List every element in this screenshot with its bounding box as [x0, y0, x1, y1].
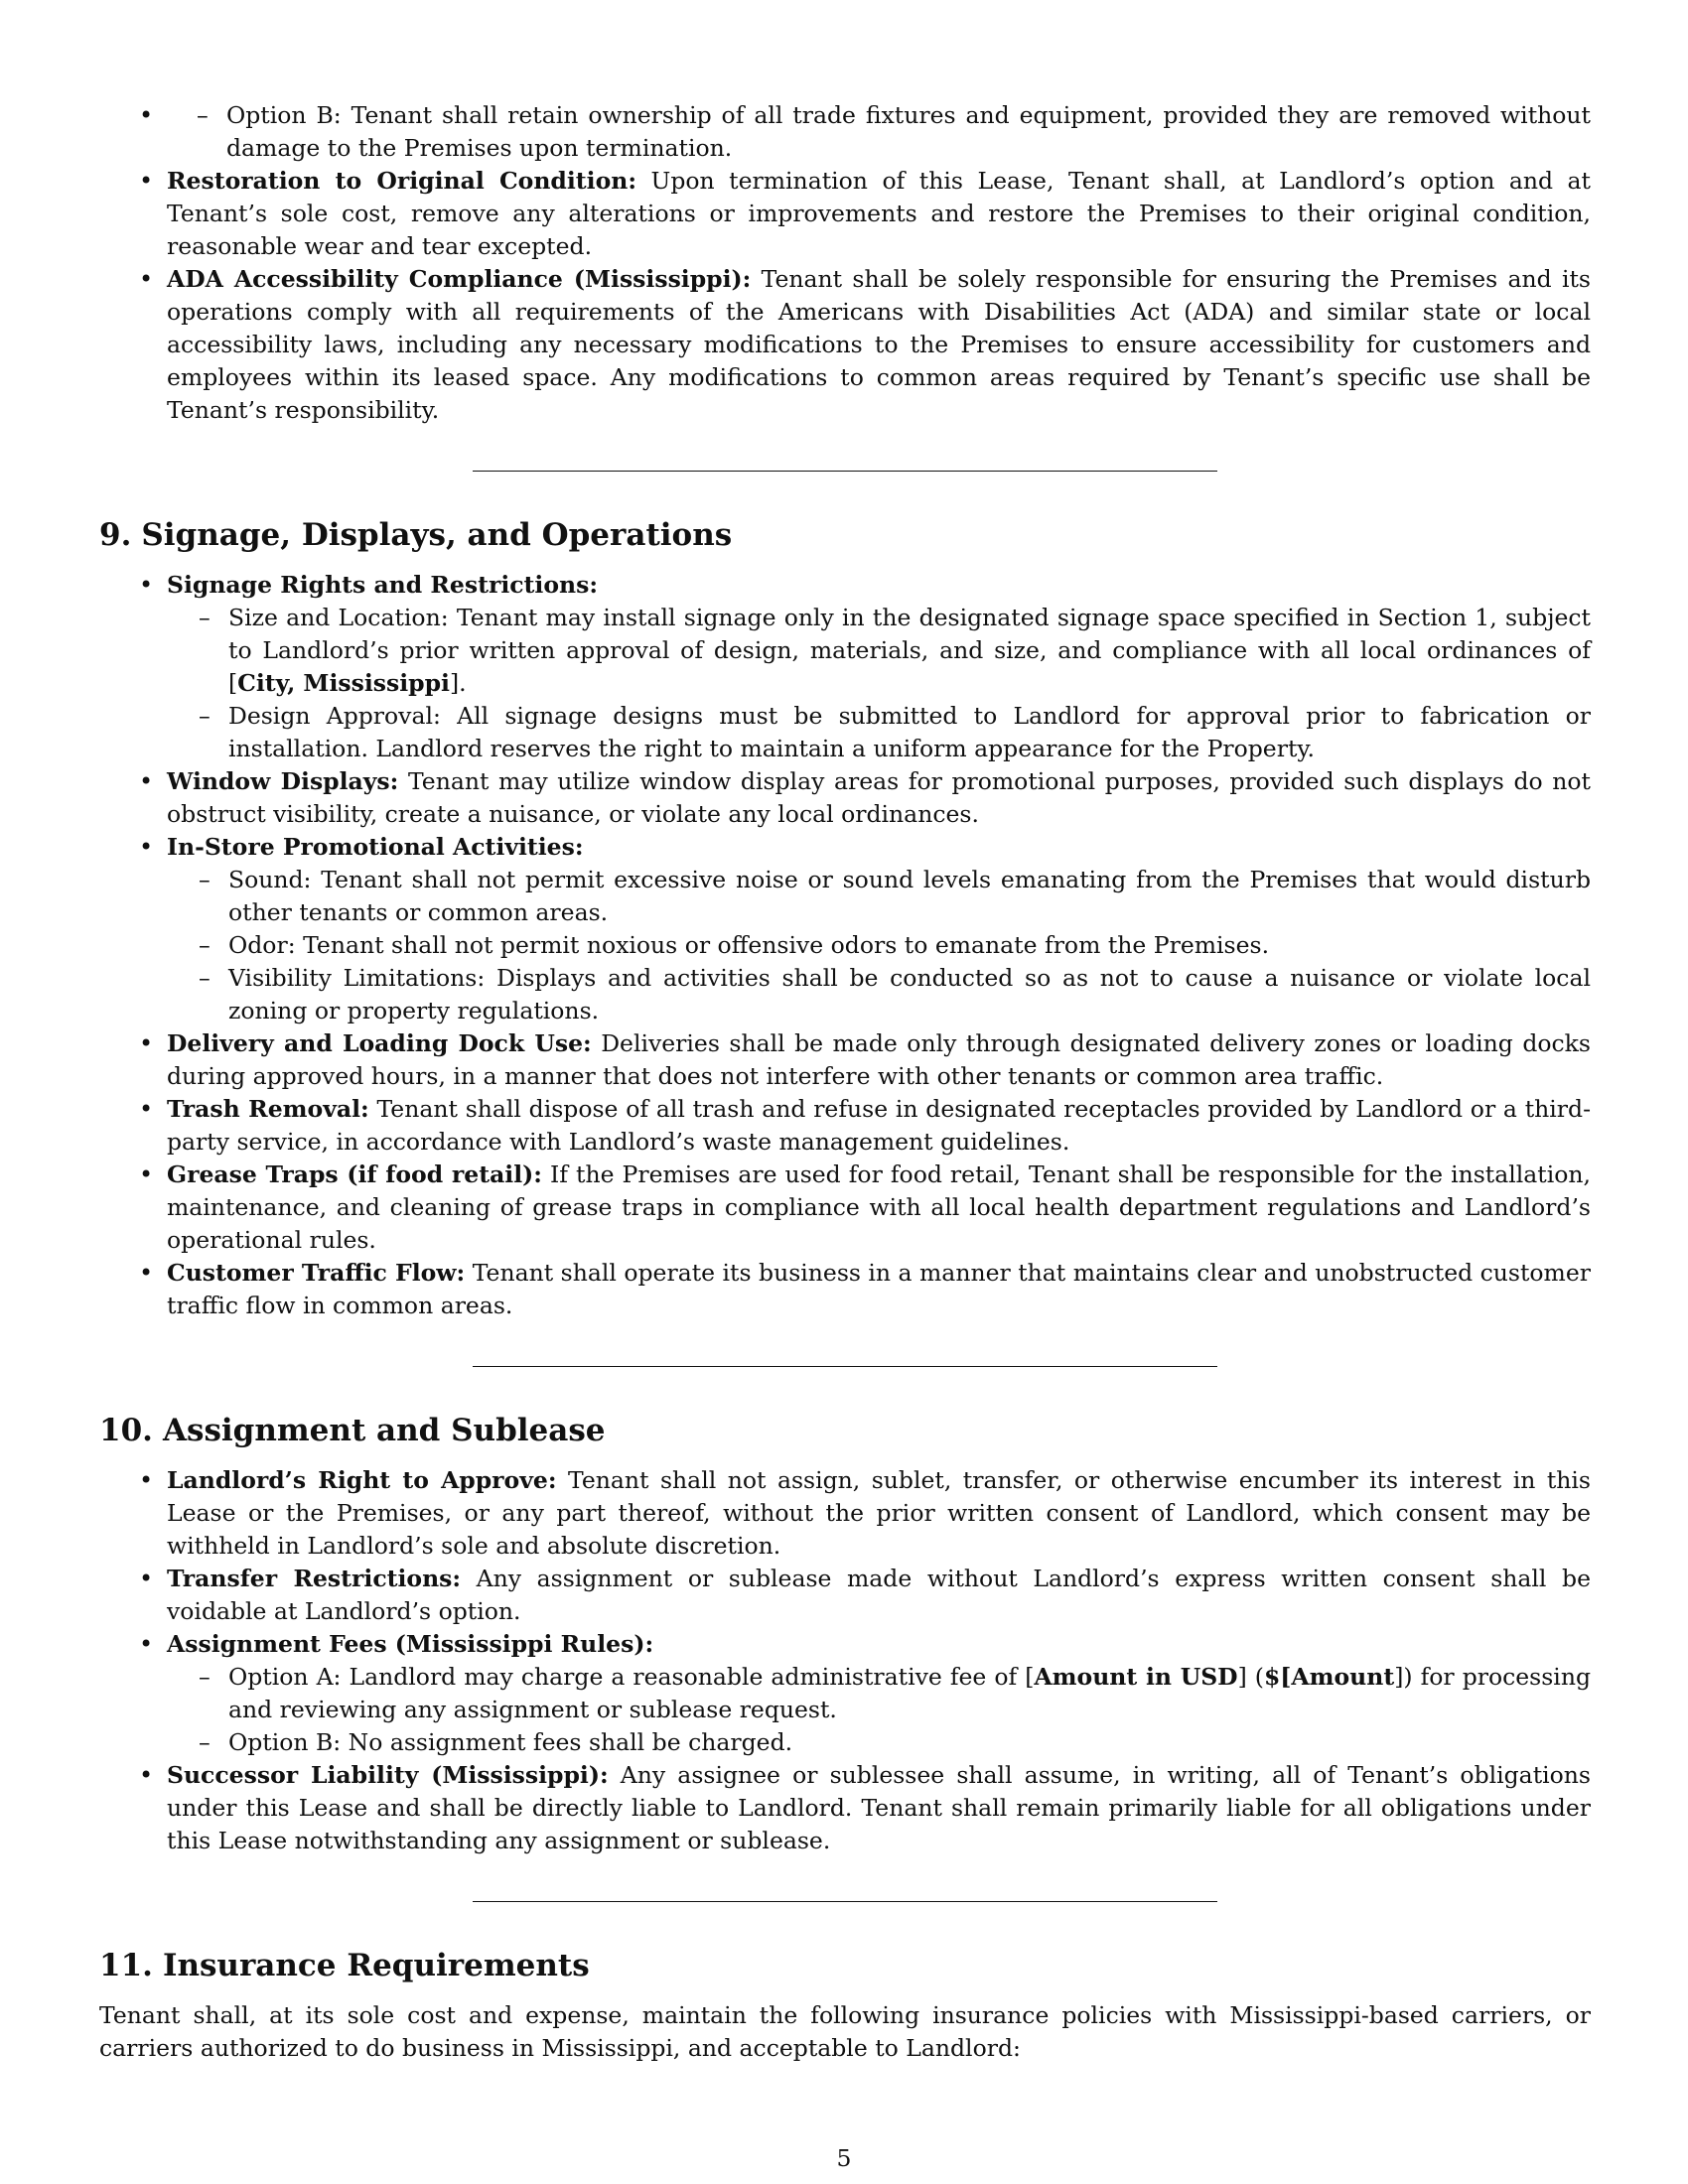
amount-usd-placeholder: Amount in USD — [1034, 1663, 1238, 1691]
amount-placeholder: $[Amount — [1263, 1663, 1395, 1691]
section-title: Assignment and Sublease — [162, 1413, 606, 1448]
fees-title: Assignment Fees (Mississippi Rules): — [167, 1630, 654, 1658]
transfer-text: Any assignment or sublease made without Landlord’s express written consent shall be voidable at Landlord’s option. — [167, 1565, 1591, 1625]
section-divider — [473, 1901, 1217, 1902]
odor-text: Odor: Tenant shall not permit noxious or offensive odors to emanate from the Premises. — [228, 931, 1270, 959]
delivery-item — [167, 1027, 1591, 1093]
trash-item — [167, 1093, 1591, 1159]
section-heading-11 — [99, 1946, 1591, 1985]
continued-list — [99, 99, 1591, 165]
option-b-fee-text: Option B: No assignment fees shall be charged. — [228, 1728, 793, 1756]
transfer-title: Transfer Restrictions: — [167, 1565, 462, 1592]
fees-item — [167, 1628, 1591, 1759]
restoration-item — [167, 165, 1591, 263]
instore-title: In-Store Promotional Activities: — [167, 833, 584, 861]
option-b-fee-item — [228, 1726, 1591, 1759]
traffic-text: Tenant shall operate its business in a manner that maintains clear and unobstructed customer traffic flow in common areas. — [167, 1259, 1591, 1319]
trash-text: Tenant shall dispose of all trash and refuse in designated receptacles provided by Landlord or a third-party service, in accordance with Landlord’s waste management guidelines. — [167, 1095, 1592, 1156]
restoration-list — [99, 165, 1591, 427]
restoration-title: Restoration to Original Condition: — [167, 167, 637, 195]
transfer-item — [167, 1563, 1591, 1628]
section-9-list — [99, 569, 1591, 1322]
continued-sublist — [99, 99, 1591, 165]
option-a-mid: ] ( — [1237, 1663, 1264, 1691]
visibility-text: Visibility Limitations: Displays and activities shall be conducted so as not to cause a nuisance or violate local zoning or property regulations. — [228, 964, 1591, 1024]
ada-text: Tenant shall be solely responsible for ensuring the Premises and its operations comply with all requirements of the Americans with Disabilities Act (ADA) and similar state or local accessibility laws, including any necessary modifications to the Premises to ensure accessibility for customers and employees within its leased space. Any modifications to common areas required by Tenant’s specific use shall be Tenant’s responsibility. — [167, 265, 1591, 424]
approve-text: Tenant shall not assign, sublet, transfer, or otherwise encumber its interest in this Lease or the Premises, or any part thereof, without the prior written consent of Landlord, which consent may be withheld in Landlord’s sole and absolute discretion. — [167, 1466, 1591, 1560]
option-a-item — [228, 1661, 1591, 1726]
ada-title: ADA Accessibility Compliance (Mississippi): — [167, 265, 752, 293]
section-title: Signage, Displays, and Operations — [141, 517, 733, 553]
fees-sublist — [167, 1661, 1591, 1759]
approve-title: Landlord’s Right to Approve: — [167, 1466, 557, 1494]
section-divider — [473, 1366, 1217, 1367]
delivery-text: Deliveries shall be made only through designated delivery zones or loading docks during approved hours, in a manner that does not interfere with other tenants or common area traffic. — [167, 1029, 1591, 1090]
document-page — [99, 99, 1591, 2065]
sound-text: Sound: Tenant shall not permit excessive noise or sound levels emanating from the Premises that would disturb other tenants or common areas. — [228, 866, 1591, 926]
option-b-item — [226, 99, 1591, 165]
size-text-end: ]. — [449, 669, 467, 697]
window-displays-item — [167, 765, 1591, 831]
ada-item — [167, 263, 1591, 427]
window-title: Window Displays: — [167, 767, 399, 795]
instore-item — [167, 831, 1591, 1027]
delivery-title: Delivery and Loading Dock Use: — [167, 1029, 592, 1057]
traffic-item — [167, 1257, 1591, 1322]
instore-sublist — [167, 864, 1591, 1027]
traffic-title: Customer Traffic Flow: — [167, 1259, 466, 1287]
signage-sublist — [167, 602, 1591, 765]
sound-item — [228, 864, 1591, 929]
section-divider — [473, 471, 1217, 472]
section-heading-10 — [99, 1411, 1591, 1450]
restoration-text: Upon termination of this Lease, Tenant shall, at Landlord’s option and at Tenant’s sole cost, remove any alterations or improvements and restore the Premises to their original condition, reasonable wear and tear excepted. — [167, 167, 1591, 260]
city-placeholder: City, Mississippi — [237, 669, 450, 697]
insurance-intro: Tenant shall, at its sole cost and expense, maintain the following insurance policies with Mississippi-based carriers, or carriers authorized to do business in Mississippi, and acceptable to Landlord: — [99, 2001, 1591, 2062]
successor-text: Any assignee or sublessee shall assume, in writing, all of Tenant’s obligations under this Lease and shall be directly liable to Landlord. Tenant shall remain primarily liable for all obligations under this Lease notwithstanding any assignment or sublease. — [167, 1761, 1591, 1854]
grease-title: Grease Traps (if food retail): — [167, 1160, 542, 1188]
option-a-end: ]) for processing and reviewing any assignment or sublease request. — [228, 1663, 1591, 1723]
odor-item — [228, 929, 1591, 962]
size-text: Size and Location: Tenant may install signage only in the designated signage space specified in Section 1, subject to Landlord’s prior written approval of design, materials, and size, and compliance with all local ordinances of [ — [228, 604, 1591, 697]
option-b-text: Option B: Tenant shall retain ownership of all trade fixtures and equipment, provided they are removed without damage to the Premises upon termination. — [226, 101, 1591, 162]
section-number: 11. — [99, 1948, 153, 1983]
window-text: Tenant may utilize window display areas for promotional purposes, provided such displays do not obstruct visibility, create a nuisance, or violate any local ordinances. — [167, 767, 1591, 828]
section-number: 10. — [99, 1413, 153, 1448]
section-title: Insurance Requirements — [162, 1948, 590, 1983]
successor-item — [167, 1759, 1591, 1857]
section-heading-9 — [99, 515, 1591, 555]
continued-item — [167, 99, 1591, 165]
design-approval-item — [228, 700, 1591, 765]
section-number: 9. — [99, 517, 132, 553]
signage-title: Signage Rights and Restrictions: — [167, 571, 599, 599]
option-a-text: Option A: Landlord may charge a reasonable administrative fee of [ — [228, 1663, 1035, 1691]
section-10-list — [99, 1464, 1591, 1857]
page-number: 5 — [836, 2144, 852, 2172]
visibility-item — [228, 962, 1591, 1027]
size-location-item — [228, 602, 1591, 700]
approve-item — [167, 1464, 1591, 1563]
design-text: Design Approval: All signage designs must be submitted to Landlord for approval prior to fabrication or installation. Landlord reserves the right to maintain a uniform appearance for the Property. — [228, 702, 1591, 762]
grease-text: If the Premises are used for food retail, Tenant shall be responsible for the installation, maintenance, and cleaning of grease traps in compliance with all local health department regulations and Landlord’s operational rules. — [167, 1160, 1591, 1254]
successor-title: Successor Liability (Mississippi): — [167, 1761, 609, 1789]
trash-title: Trash Removal: — [167, 1095, 369, 1123]
grease-item — [167, 1159, 1591, 1257]
signage-item — [167, 569, 1591, 765]
